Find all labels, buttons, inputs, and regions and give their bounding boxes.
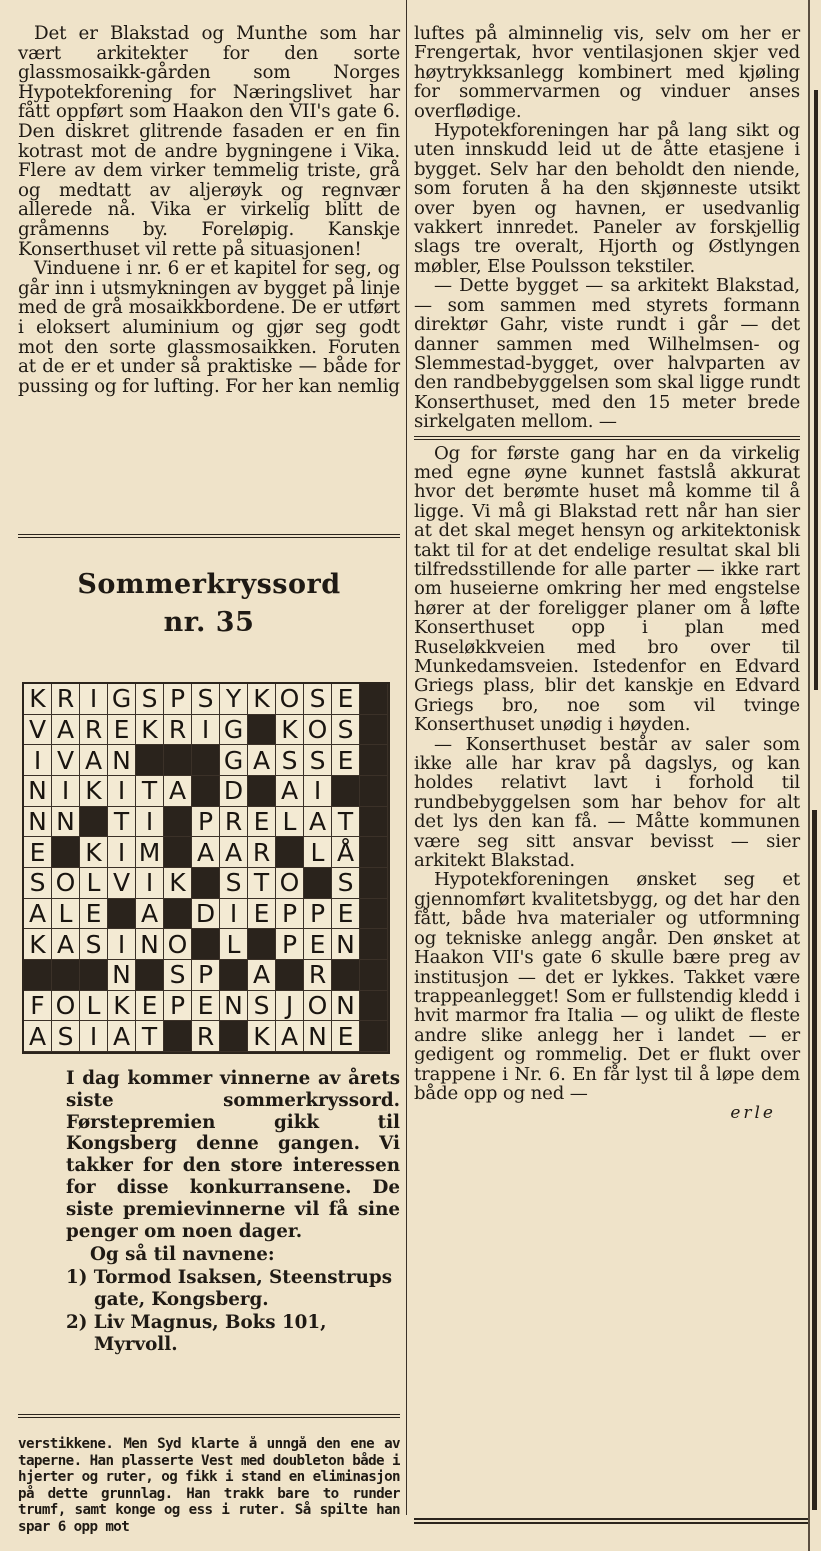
crossword-black-cell [360, 929, 388, 960]
right-article-paragraph-1: luftes på alminnelig vis, selv om her er Frengertak, hvor ventilasjonen skjer ved høytrykksanlegg kombinert med kjøling for sommervarmen og vinduer anses overflødige. [414, 23, 800, 122]
crossword-letter-cell: S [304, 745, 332, 776]
crossword-letter-cell: S [248, 991, 276, 1022]
crossword-black-cell [276, 960, 304, 991]
crossword-black-cell [360, 807, 388, 838]
crossword-letter-cell: O [164, 929, 192, 960]
crossword-letter-cell: I [108, 837, 136, 868]
crossword-letter-cell: D [192, 899, 220, 930]
crossword-letter-cell: K [248, 1021, 276, 1052]
column-divider [406, 0, 407, 1515]
crossword-black-cell [360, 684, 388, 715]
bridge-text: verstikkene. Men Syd klarte å unngå den ene av taperne. Han plasserte Vest med doubleton både i hjerter og ruter, og fikk i stand en eliminasjon på dette grunnlag. Han trakk bare to runder trumf, samt konge og ess i ruter. Så spilte han spar 6 opp mot [18, 1436, 400, 1535]
crossword-letter-cell: O [276, 684, 304, 715]
crossword-letter-cell: T [136, 1021, 164, 1052]
crossword-letter-cell: S [164, 960, 192, 991]
right-article-paragraph-6: Hypotekforeningen ønsket seg et gjennomført kvalitetsbygg, og det har den fått, både hva materialer og utformning og tekniske anlegg angår. Den ønsket at Haakon VII's gate 6 skulle bære preg av institusjon — det er lykkes. Takket være trappeanlegget! Som er fullstendig kledd i hvit marmor fra Italia — og ulikt de fleste andre slike anlegg her i landet — er gedigent og rommelig. Det er flukt over trappene i Nr. 6. En får lyst til å løpe dem både opp og ned — [414, 869, 800, 1104]
crossword-letter-cell: A [164, 776, 192, 807]
crossword-letter-cell: T [248, 868, 276, 899]
crossword-letter-cell: K [276, 715, 304, 746]
crossword-letter-cell: N [304, 1021, 332, 1052]
crossword-letter-cell: S [220, 868, 248, 899]
crossword-black-cell [360, 991, 388, 1022]
crossword-letter-cell: I [220, 899, 248, 930]
right-article-rule [414, 436, 800, 440]
right-edge-rule [808, 0, 810, 1551]
crossword-letter-cell: R [80, 715, 108, 746]
crossword-letter-cell: I [136, 807, 164, 838]
crossword-black-cell [80, 807, 108, 838]
crossword-letter-cell: K [108, 991, 136, 1022]
crossword-black-cell [360, 899, 388, 930]
crossword-letter-cell: S [52, 1021, 80, 1052]
crossword-black-cell [360, 715, 388, 746]
crossword-letter-cell: N [332, 991, 360, 1022]
left-article-paragraph-1: Det er Blakstad og Munthe som har vært arkitekter for den sorte glassmosaikk-gården som Norges Hypotekforening for Næringslivet har fått oppført som Haakon den VII's gate 6. Den diskret glitrende fasaden er en fin kotrast mot de andre bygningene i Vika. Flere av dem virker temmelig triste, grå og medtatt av aljerøyk og regnvær allerede nå. Vika er virkelig blitt de gråmenns by. Foreløpig. Kanskje Konserthuset vil rette på situasjonen! [18, 23, 400, 260]
crossword-letter-cell: Å [332, 837, 360, 868]
crossword-letter-cell: O [52, 868, 80, 899]
crossword-letter-cell: E [24, 837, 52, 868]
crossword-letter-cell: A [136, 899, 164, 930]
crossword-letter-cell: A [192, 837, 220, 868]
crossword-letter-cell: R [192, 1021, 220, 1052]
crossword-letter-cell: N [220, 991, 248, 1022]
crossword-black-cell [360, 837, 388, 868]
right-bottom-rule [414, 1512, 808, 1530]
crossword-letter-cell: K [164, 868, 192, 899]
crossword-letter-cell: A [52, 715, 80, 746]
crossword-letter-cell: I [136, 868, 164, 899]
crossword-top-rule [18, 528, 400, 544]
right-article-paragraph-3: — Dette bygget — sa arkitekt Blakstad, — som sammen med styrets formann direktør Gahr, viste rundt i går — det danner sammen med Wilhelmsen- og Slemmestad-bygget, over halvparten av den randbebyggelsen som skal ligge rundt Konserthuset, med den 15 meter brede sirkelgaten mellom. — [414, 275, 800, 433]
crossword-letter-cell: S [332, 868, 360, 899]
crossword-letter-cell: L [80, 991, 108, 1022]
crossword-letter-cell: E [248, 807, 276, 838]
crossword-black-cell [360, 1021, 388, 1052]
names-intro: Og så til navnene: [90, 1244, 275, 1266]
crossword-letter-cell: G [220, 745, 248, 776]
crossword-number: nr. 35 [163, 607, 255, 638]
right-article-paragraph-5: — Konserthuset består av saler som ikke alle har krav på dagslys, og kan holdes relativt lavt i forhold til rundbebyggelsen som har behov for alt det lys den kan få. — Måtte kommunen være seg sitt ansvar bevisst — sier arkitekt Blakstad. [414, 733, 800, 872]
crossword-letter-cell: A [24, 899, 52, 930]
crossword-letter-cell: K [24, 929, 52, 960]
crossword-letter-cell: P [276, 899, 304, 930]
crossword-letter-cell: I [52, 776, 80, 807]
crossword-letter-cell: T [332, 807, 360, 838]
crossword-letter-cell: S [136, 684, 164, 715]
crossword-letter-cell: T [108, 807, 136, 838]
crossword-letter-cell: G [220, 715, 248, 746]
crossword-letter-cell: R [304, 960, 332, 991]
crossword-letter-cell: K [80, 776, 108, 807]
crossword-letter-cell: P [276, 929, 304, 960]
crossword-letter-cell: A [80, 745, 108, 776]
crossword-black-cell [52, 960, 80, 991]
crossword-letter-cell: R [52, 684, 80, 715]
crossword-letter-cell: E [304, 929, 332, 960]
crossword-letter-cell: A [52, 929, 80, 960]
crossword-black-cell [332, 960, 360, 991]
crossword-letter-cell: O [304, 991, 332, 1022]
crossword-letter-cell: V [24, 715, 52, 746]
right-edge-bar-bottom [812, 810, 817, 1510]
crossword-letter-cell: S [304, 684, 332, 715]
crossword-letter-cell: G [108, 684, 136, 715]
bridge-column [18, 1436, 400, 1551]
crossword-letter-cell: N [108, 745, 136, 776]
crossword-black-cell [108, 899, 136, 930]
crossword-letter-cell: L [52, 899, 80, 930]
crossword-black-cell [360, 960, 388, 991]
crossword-letter-cell: R [220, 807, 248, 838]
crossword-letter-cell: S [192, 684, 220, 715]
right-article [414, 24, 800, 1123]
crossword-letter-cell: J [276, 991, 304, 1022]
crossword-letter-cell: L [80, 868, 108, 899]
crossword-letter-cell: E [80, 899, 108, 930]
crossword-black-cell [248, 715, 276, 746]
crossword-letter-cell: M [136, 837, 164, 868]
crossword-letter-cell: L [276, 807, 304, 838]
crossword-letter-cell: E [332, 899, 360, 930]
crossword-letter-cell: N [24, 776, 52, 807]
crossword-letter-cell: P [304, 899, 332, 930]
crossword-black-cell [192, 868, 220, 899]
crossword-black-cell [164, 807, 192, 838]
crossword-letter-cell: E [248, 899, 276, 930]
crossword-letter-cell: A [248, 960, 276, 991]
crossword-letter-cell: I [108, 929, 136, 960]
crossword-black-cell [136, 745, 164, 776]
crossword-letter-cell: P [192, 807, 220, 838]
crossword-letter-cell: P [192, 960, 220, 991]
crossword-letter-cell: K [248, 684, 276, 715]
crossword-letter-cell: F [24, 991, 52, 1022]
crossword-black-cell [360, 868, 388, 899]
right-edge-bar-top [814, 90, 818, 690]
crossword-letter-cell: L [304, 837, 332, 868]
crossword-letter-cell: A [220, 837, 248, 868]
crossword-letter-cell: O [304, 715, 332, 746]
crossword-letter-cell: E [192, 991, 220, 1022]
crossword-letter-cell: A [248, 745, 276, 776]
crossword-letter-cell: N [52, 807, 80, 838]
crossword-letter-cell: I [304, 776, 332, 807]
crossword-letter-cell: E [332, 745, 360, 776]
crossword-letter-cell: L [220, 929, 248, 960]
crossword-letter-cell: E [332, 1021, 360, 1052]
crossword-black-cell [164, 745, 192, 776]
bridge-top-rule [18, 1408, 400, 1424]
article-signature: erle [730, 1103, 776, 1124]
crossword-letter-cell: S [276, 745, 304, 776]
crossword-letter-cell: O [276, 868, 304, 899]
crossword-letter-cell: I [108, 776, 136, 807]
crossword-letter-cell: A [276, 1021, 304, 1052]
crossword-black-cell [360, 745, 388, 776]
crossword-black-cell [24, 960, 52, 991]
crossword-letter-cell: S [80, 929, 108, 960]
crossword-letter-cell: A [304, 807, 332, 838]
right-article-paragraph-4: Og for første gang har en da virkelig med egne øyne kunnet fastslå akkurat hvor det berømte huset må komme til å ligge. Vi må gi Blakstad rett når han sier at det skal meget hensyn og arkitektonisk takt til for at det endelige resultat skal bli tilfredsstillende for alle parter — ikke rart om huseierne omkring her med engstelse hører at der foreligger planer om å løfte Konserthuset opp i plan med Ruseløkkveien med bro over til Munkedamsveien. Istedenfor en Edvard Griegs plass, blir det kanskje en Edvard Griegs bro, noe som vil tvinge Konserthuset unødig i høyden. [414, 442, 800, 736]
announcement-text: I dag kommer vinnerne av årets siste sommerkryssord. Førstepremien gikk til Kongsberg denne gangen. Vi takker for den store interessen for disse konkurransene. De siste premievinnerne vil få sine penger om noen dager. [66, 1068, 400, 1242]
crossword-black-cell [248, 929, 276, 960]
crossword-letter-cell: A [108, 1021, 136, 1052]
crossword-letter-cell: E [332, 684, 360, 715]
crossword-letter-cell: D [220, 776, 248, 807]
left-article [18, 24, 400, 396]
crossword-black-cell [192, 745, 220, 776]
crossword-letter-cell: T [136, 776, 164, 807]
crossword-black-cell [304, 868, 332, 899]
crossword-letter-cell: S [332, 715, 360, 746]
winner-1: 1) Tormod Isaksen, Steenstrups gate, Kongsberg. [66, 1266, 392, 1311]
crossword-letter-cell: V [52, 745, 80, 776]
crossword-letter-cell: P [164, 684, 192, 715]
crossword-letter-cell: I [192, 715, 220, 746]
crossword-black-cell [164, 899, 192, 930]
crossword-black-cell [164, 837, 192, 868]
crossword-black-cell [192, 776, 220, 807]
crossword-black-cell [220, 960, 248, 991]
crossword-grid [22, 682, 390, 1054]
right-article-paragraph-2: Hypotekforeningen har på lang sikt og uten innskudd leid ut de åtte etasjene i bygget. Selv har den beholdt den niende, som foruten å ha den skjønneste utsikt over byen og havnen, er usedvanlig vakkert innredet. Paneler av forskjellig slags tre overalt, Hjorth og Østlyngen møbler, Else Poulsson tekstiler. [414, 120, 800, 277]
crossword-letter-cell: N [136, 929, 164, 960]
crossword-black-cell [80, 960, 108, 991]
crossword-letter-cell: I [80, 1021, 108, 1052]
crossword-letter-cell: N [24, 807, 52, 838]
crossword-letter-cell: K [80, 837, 108, 868]
crossword-black-cell [52, 837, 80, 868]
crossword-letter-cell: I [80, 684, 108, 715]
crossword-letter-cell: Y [220, 684, 248, 715]
crossword-letter-cell: K [24, 684, 52, 715]
crossword-black-cell [360, 776, 388, 807]
crossword-title: Sommerkryssord [77, 569, 341, 600]
crossword-letter-cell: K [136, 715, 164, 746]
crossword-letter-cell: A [24, 1021, 52, 1052]
crossword-black-cell [248, 776, 276, 807]
crossword-letter-cell: O [52, 991, 80, 1022]
crossword-letter-cell: I [24, 745, 52, 776]
winner-2: 2) Liv Magnus, Boks 101, Myrvoll. [66, 1311, 327, 1356]
crossword-black-cell [276, 837, 304, 868]
crossword-black-cell [164, 1021, 192, 1052]
crossword-letter-cell: N [108, 960, 136, 991]
crossword-black-cell [192, 929, 220, 960]
left-article-paragraph-2: Vinduene i nr. 6 er et kapitel for seg, og går inn i utsmykningen av bygget på linje med de grå mosaikkbordene. De er utført i eloksert aluminium og gjør seg godt mot den sorte glassmosaikken. Foruten at de er et under så praktiske — både for pussing og for lufting. For her kan nemlig [18, 258, 400, 397]
crossword-announcement [66, 1068, 400, 1357]
crossword-letter-cell: E [108, 715, 136, 746]
crossword-black-cell [332, 776, 360, 807]
crossword-letter-cell: V [108, 868, 136, 899]
crossword-black-cell [136, 960, 164, 991]
crossword-letter-cell: N [332, 929, 360, 960]
crossword-black-cell [220, 1021, 248, 1052]
crossword-letter-cell: P [164, 991, 192, 1022]
crossword-letter-cell: R [164, 715, 192, 746]
crossword-header [18, 566, 400, 642]
crossword-letter-cell: A [276, 776, 304, 807]
crossword-letter-cell: S [24, 868, 52, 899]
crossword-letter-cell: R [248, 837, 276, 868]
crossword-letter-cell: E [136, 991, 164, 1022]
